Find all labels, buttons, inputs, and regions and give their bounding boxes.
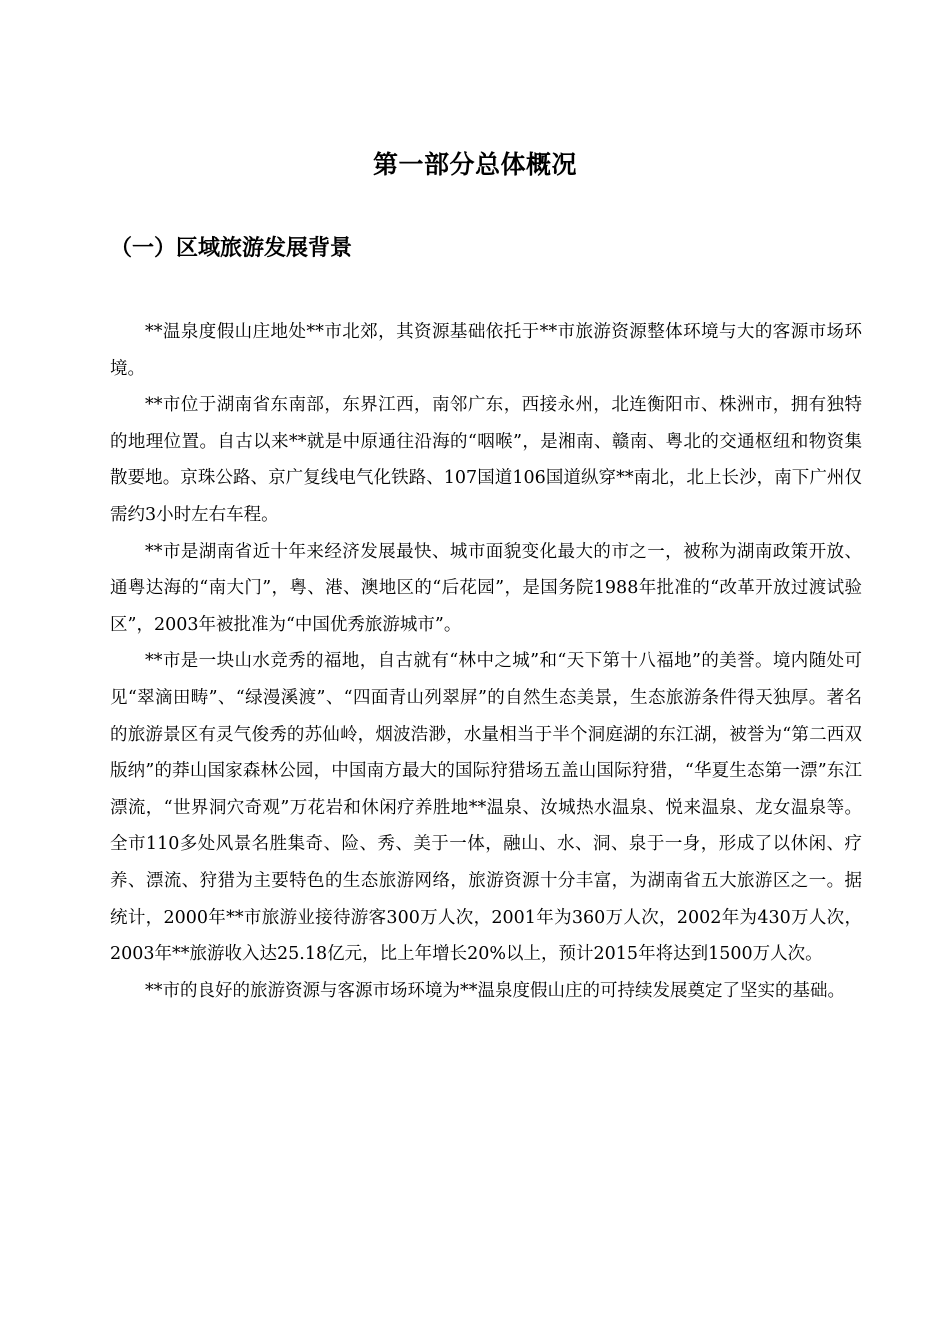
paragraph: **市位于湖南省东南部，东界江西，南邻广东，西接永州，北连衡阳市、株洲市，拥有独特的地理位置。自古以来**就是中原通往沿海的“咽喉”，是湘南、赣南、粤北的交通枢纽和物资集散要地。京珠公路、京广复线电气化铁路、107国道106国道纵穿**南北，北上长沙，南下广州仅需约3小时左右车程。: [110, 395, 862, 525]
paragraph: **市是一块山水竞秀的福地，自古就有“林中之城”和“天下第十八福地”的美誉。境内随处可见“翠滴田畴”、“绿漫溪渡”、“四面青山列翠屏”的自然生态美景，生态旅游条件得天独厚。著名的旅游景区有灵气俊秀的苏仙岭，烟波浩渺，水量相当于半个洞庭湖的东江湖，被誉为“第二西双版纳”的莽山国家森林公园，中国南方最大的国际狩猎场五盖山国际狩猎，“华夏生态第一漂”东江漂流，“世界洞穴奇观”万花岩和休闲疗养胜地**温泉、汝城热水温泉、悦来温泉、龙女温泉等。全市110多处风景名胜集奇、险、秀、美于一体，融山、水、洞、泉于一身，形成了以休闲、疗养、漂流、狩猎为主要特色的生态旅游网络，旅游资源十分丰富，为湖南省五大旅游区之一。据统计，2000年**市旅游业接待游客300万人次，2001年为360万人次，2002年为430万人次，2003年**旅游收入达25.18亿元，比上年增长20%以上，预计2015年将达到1500万人次。: [110, 651, 862, 965]
paragraph: **温泉度假山庄地处**市北郊，其资源基础依托于**市旅游资源整体环境与大的客源市场环境。: [110, 322, 862, 379]
paragraph: **市的良好的旅游资源与客源市场环境为**温泉度假山庄的可持续发展奠定了坚实的基础。: [145, 980, 845, 1001]
paragraph: **市是湖南省近十年来经济发展最快、城市面貌变化最大的市之一，被称为湖南政策开放、通粤达海的“南大门”，粤、港、澳地区的“后花园”，是国务院1988年批准的“改革开放过渡试验区”，2003年被批准为“中国优秀旅游城市”。: [110, 541, 862, 635]
body-text: [110, 314, 862, 1009]
page-title: 第一部分总体概况: [372, 150, 577, 179]
section-heading: （一）区域旅游发展背景: [110, 236, 353, 261]
